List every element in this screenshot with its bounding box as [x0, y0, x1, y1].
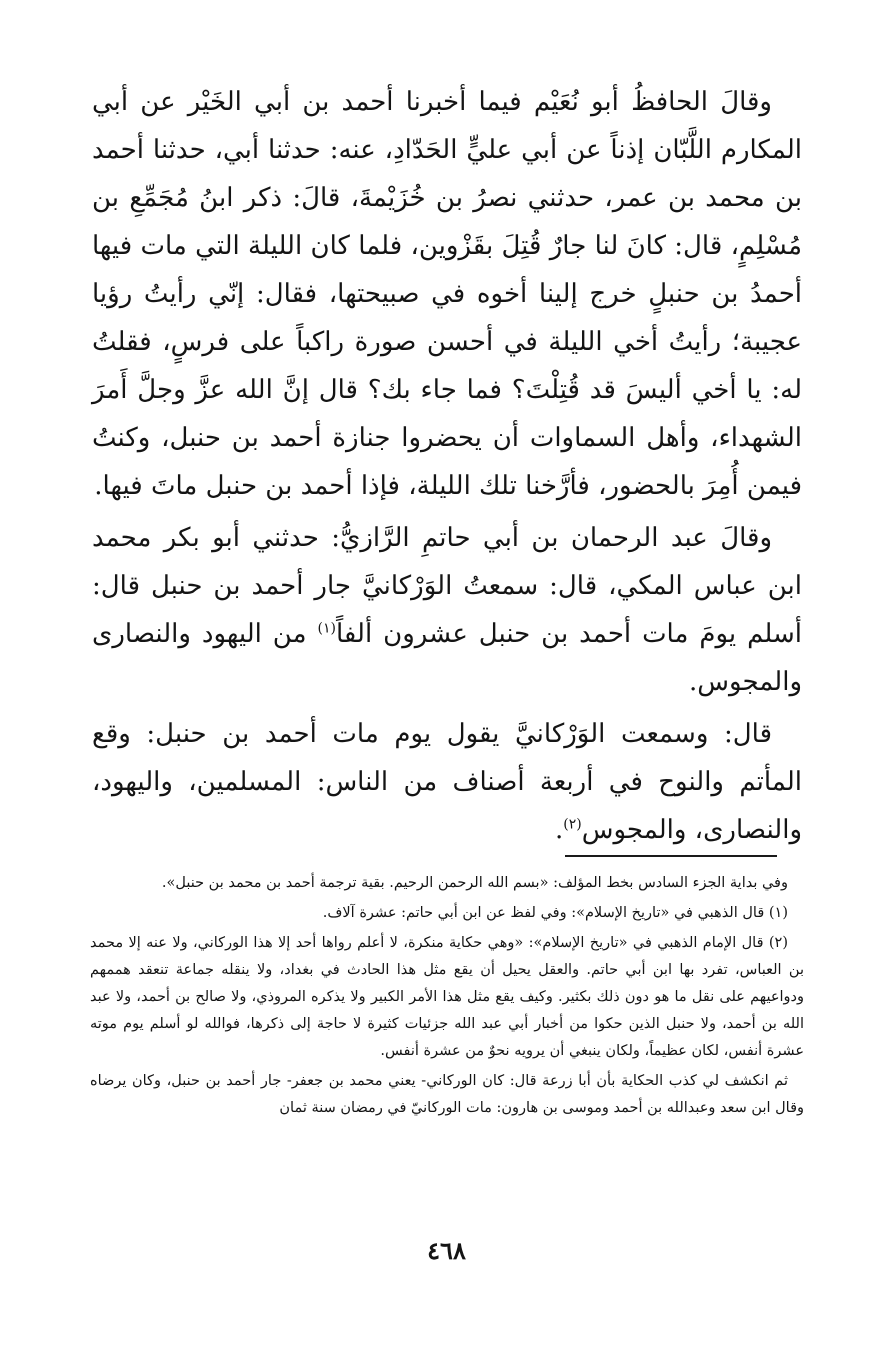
footnote-2-continued: ثم انكشف لي كذب الحكاية بأن أبا زرعة قال: كان الوركاني- يعني محمد بن جعفر- جار أحمد بن حنبل، وكان يرضاه وقال ابن سعد وعبدالله بن أحمد وموسى بن هارون: مات الوركانيّ في رمضان سنة ثمان — [90, 1073, 804, 1116]
footnotes — [90, 870, 804, 1122]
paragraph — [92, 78, 802, 510]
paragraph-text: وقالَ الحافظُ أبو نُعَيْم فيما أخبرنا أحمد بن أبي الخَيْر عن أبي المكارم اللَّبّان إذناً عن أبي عليٍّ الحَدّادِ، عنه: حدثنا أبي، حدثنا أحمد بن محمد بن عمر، حدثني نصرُ بن خُزَيْمةَ، قالَ: ذكر ابنُ مُجَمِّعِ بن مُسْلِمٍ، قال: كانَ لنا جارٌ قُتِلَ بقَزْوين، فلما كان الليلة التي مات فيها أحمدُ بن حنبلٍ خرج إلينا أخوه في صبيحتها، فقال: إنّي رأيتُ رؤيا عجيبة؛ رأيتُ أخي الليلة في أحسن صورة راكباً على فرسٍ، فقلتُ له: يا أخي أليسَ قد قُتِلْتَ؟ فما جاء بك؟ قال إنَّ الله عزَّ وجلَّ أَمرَ الشهداء، وأهل السماوات أن يحضروا جنازة أحمد بن حنبل، وكنتُ فيمن أُمِرَ بالحضور، فأرَّخنا تلك الليلة، فإذا أحمد بن حنبل ماتَ فيها. — [92, 87, 802, 501]
main-text — [92, 78, 802, 854]
paragraph-text: قال: وسمعت الوَرْكانيَّ يقول يوم مات أحمد بن حنبل: وقع المأتم والنوح في أربعة أصناف من الناس: المسلمين، واليهود، والنصارى، والمجوس — [92, 719, 802, 845]
paragraph — [92, 514, 802, 706]
paragraph-text: وقالَ عبد الرحمان بن أبي حاتمِ الرَّازيُّ: حدثني أبو بكر محمد ابن عباس المكي، قال: سمعتُ الوَرْكانيَّ جار أحمد بن حنبل قال: أسلم يومَ مات أحمد بن حنبل عشرون ألفاً — [92, 523, 802, 649]
footnote-reference[interactable]: (١) — [317, 620, 336, 637]
paragraph — [92, 710, 802, 854]
page-number: ٤٦٨ — [427, 1236, 466, 1265]
footnote-intro: وفي بداية الجزء السادس بخط المؤلف: «بسم الله الرحمن الرحيم. بقية ترجمة أحمد بن محمد بن حنبل». — [161, 875, 788, 891]
footnote-reference[interactable]: (٢) — [563, 816, 582, 833]
paragraph-text-tail: . — [555, 815, 564, 845]
paragraph-text-tail: من اليهود والنصارى والمجوس. — [92, 619, 802, 697]
footnote-divider — [565, 855, 777, 857]
footnote-1: (١) قال الذهبي في «تاريخ الإسلام»: وفي لفظ عن ابن أبي حاتم: عشرة آلاف. — [322, 905, 788, 921]
footnote-2: (٢) قال الإمام الذهبي في «تاريخ الإسلام»: «وهي حكاية منكرة، لا أعلم رواها أحد إلا هذا الوركاني، ولا عنه إلا محمد بن العباس، تفرد بها ابن أبي حاتم. والعقل يحيل أن يقع مثل هذا الحادث في بغداد، ولا ينقله جماعة تنعقد هممهم ودواعيهم على نقل ما هو دون ذلك بكثير. وكيف يقع مثل هذا الأمر الكبير ولا يذكره المروذي، ولا صالح بن أحمد، ولا عبد الله بن أحمد، ولا حنبل الذين حكوا من أخبار أبي عبد الله جزئيات كثيرة لا حاجة إلى ذكرها، فوالله لو أسلم يوم موته عشرة أنفس، لكان عظيماً، ولكان ينبغي أن يرويه نحوٌ من عشرة أنفس. — [90, 935, 804, 1059]
